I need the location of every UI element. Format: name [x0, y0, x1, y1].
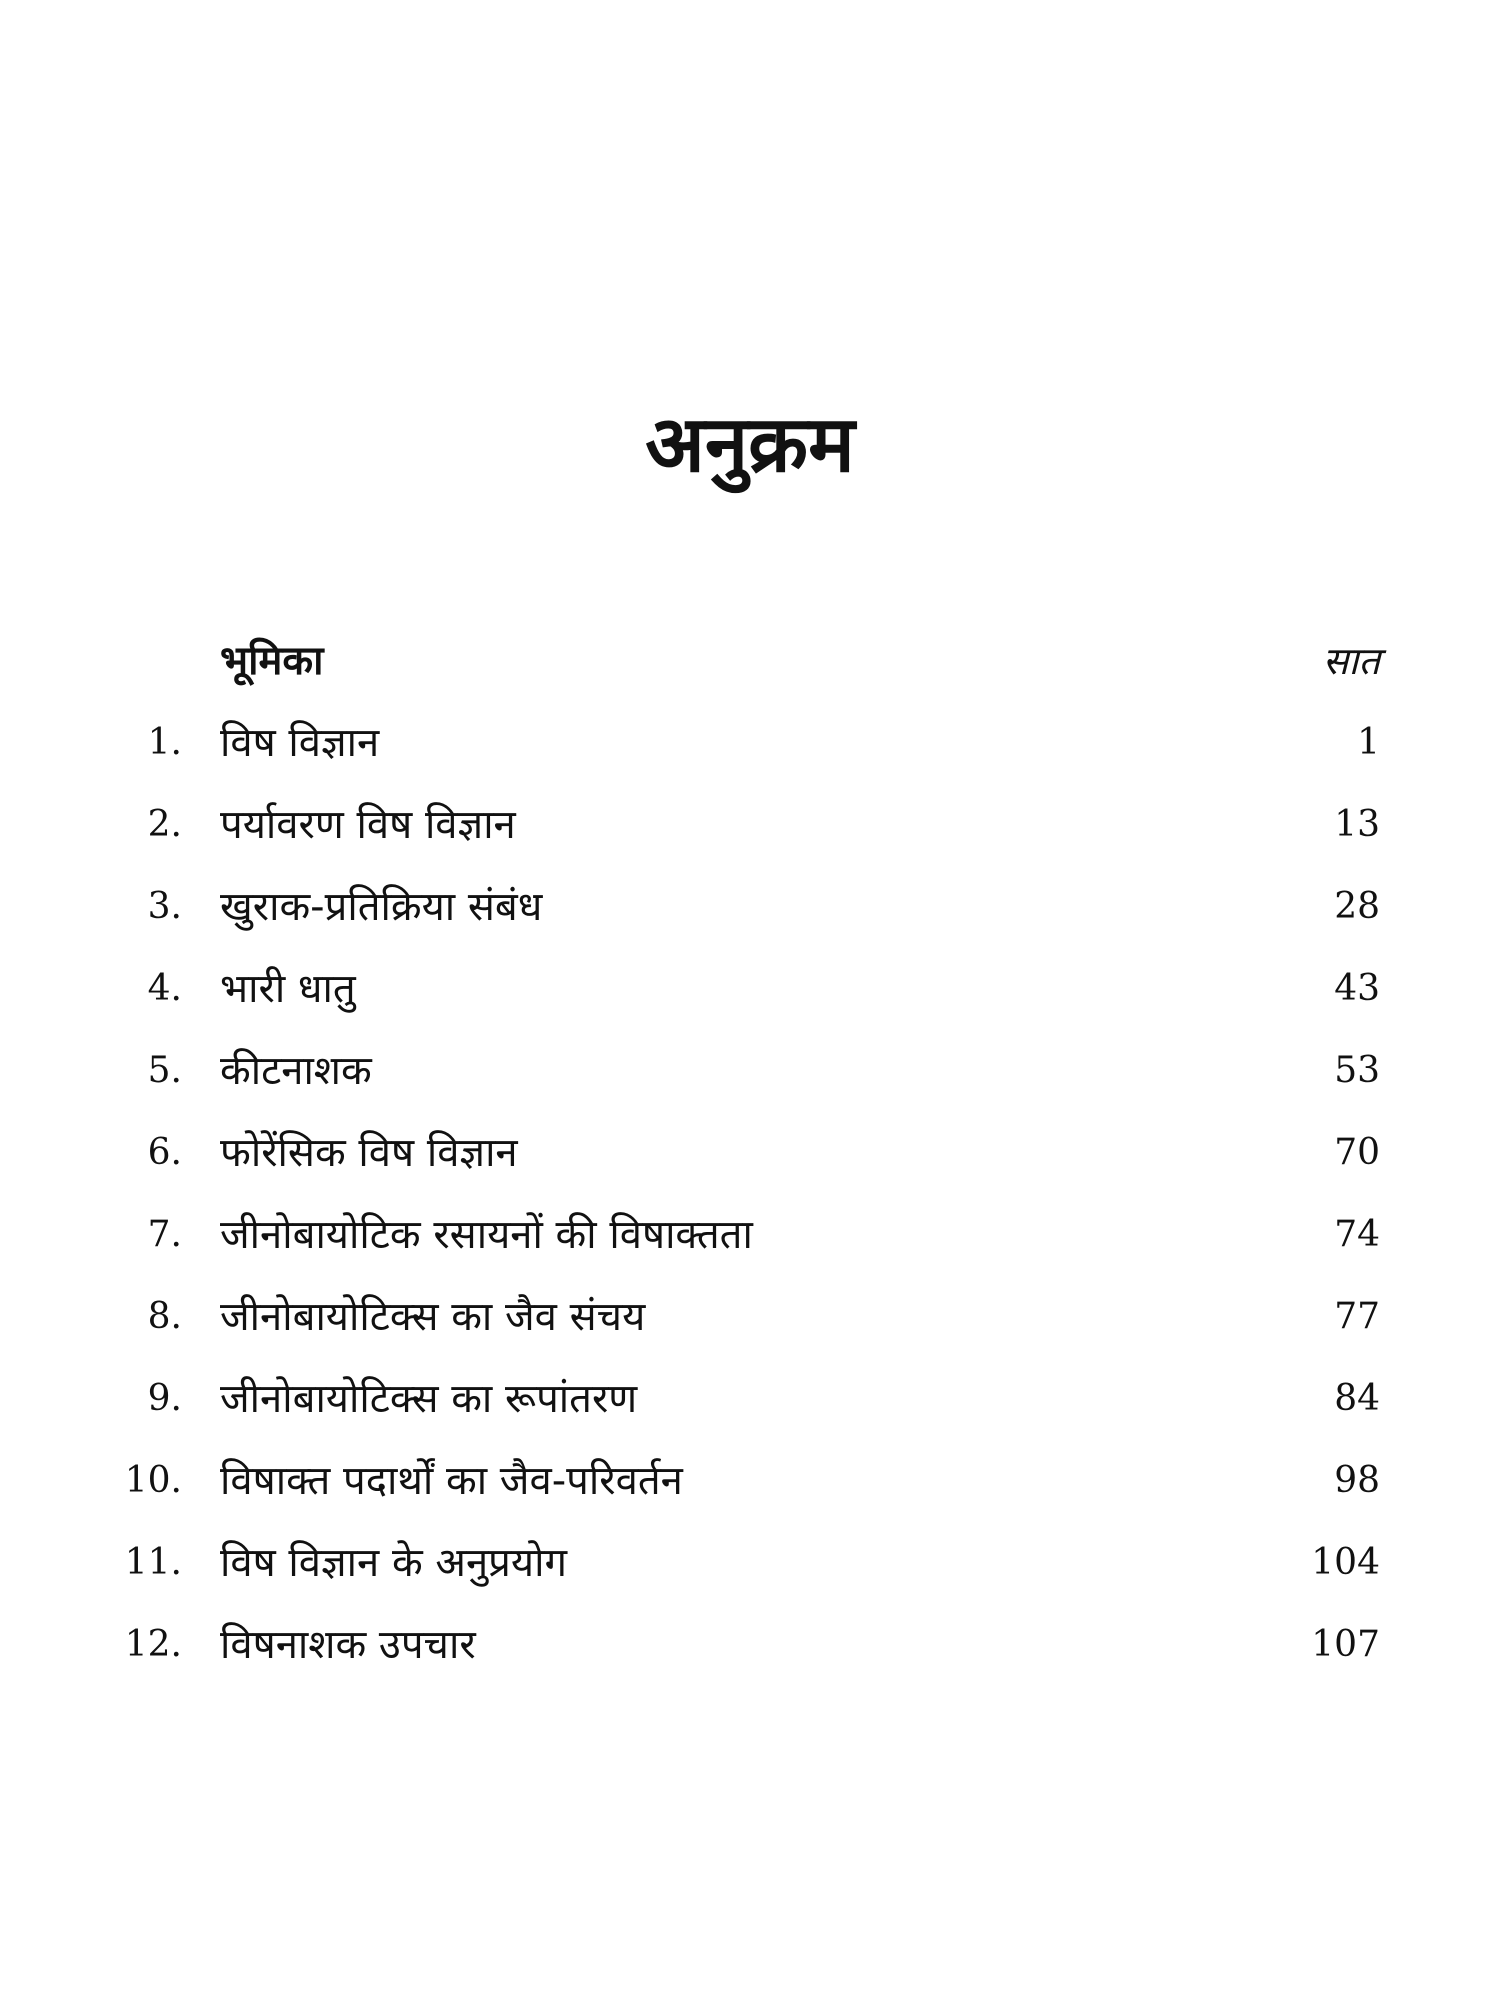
toc-entry-page: 43: [1334, 968, 1380, 1009]
toc-entry-page: 77: [1334, 1296, 1380, 1337]
toc-entry-title: भूमिका: [220, 638, 324, 684]
toc-entry-number: 11.: [124, 1542, 182, 1583]
toc-entry-title: भारी धातु: [220, 966, 356, 1012]
toc-entry-page: 53: [1334, 1050, 1380, 1091]
toc-entry-title: फोरेंसिक विष विज्ञान: [220, 1130, 518, 1176]
toc-entry-page: 104: [1311, 1542, 1380, 1583]
toc-entry-number: 8.: [147, 1296, 182, 1337]
toc-entry-title: विष विज्ञान के अनुप्रयोग: [220, 1540, 567, 1586]
table-of-contents: [0, 620, 1500, 1686]
toc-entry-title: विषाक्त पदार्थों का जैव-परिवर्तन: [220, 1458, 683, 1504]
toc-row[interactable]: [0, 948, 1500, 1030]
toc-entry-page: 107: [1311, 1624, 1380, 1665]
toc-entry-number: 5.: [147, 1050, 182, 1091]
toc-entry-page: सात: [1322, 639, 1380, 683]
toc-entry-page: 74: [1334, 1214, 1380, 1255]
toc-entry-title: विषनाशक उपचार: [220, 1622, 476, 1668]
toc-entry-title: जीनोबायोटिक रसायनों की विषाक्तता: [220, 1212, 753, 1258]
toc-entry-number: 10.: [124, 1460, 182, 1501]
toc-entry-title: कीटनाशक: [220, 1048, 372, 1094]
toc-row[interactable]: [0, 866, 1500, 948]
toc-row[interactable]: [0, 1112, 1500, 1194]
toc-entry-number: 9.: [147, 1378, 182, 1419]
toc-entry-number: 4.: [147, 968, 182, 1009]
toc-row[interactable]: [0, 1358, 1500, 1440]
toc-entry-number: 2.: [147, 804, 182, 845]
page-title: अनुक्रम: [645, 400, 855, 490]
toc-entry-number: 3.: [147, 886, 182, 927]
toc-entry-page: 28: [1334, 886, 1380, 927]
toc-row[interactable]: [0, 1276, 1500, 1358]
toc-entry-page: 1: [1357, 722, 1380, 763]
toc-entry-title: पर्यावरण विष विज्ञान: [220, 802, 516, 848]
toc-entry-title: खुराक-प्रतिक्रिया संबंध: [220, 884, 543, 930]
toc-row[interactable]: [0, 1440, 1500, 1522]
toc-row[interactable]: [0, 1030, 1500, 1112]
toc-entry-title: जीनोबायोटिक्स का रूपांतरण: [220, 1376, 638, 1422]
toc-row-intro[interactable]: [0, 620, 1500, 702]
toc-entry-number: 12.: [124, 1624, 182, 1665]
toc-row[interactable]: [0, 1194, 1500, 1276]
toc-entry-page: 13: [1334, 804, 1380, 845]
toc-row[interactable]: [0, 1522, 1500, 1604]
toc-entry-page: 84: [1334, 1378, 1380, 1419]
toc-entry-number: 7.: [147, 1214, 182, 1255]
toc-row[interactable]: [0, 1604, 1500, 1686]
toc-entry-title: जीनोबायोटिक्स का जैव संचय: [220, 1294, 646, 1340]
toc-entry-number: 6.: [147, 1132, 182, 1173]
toc-entry-number: 1.: [147, 722, 182, 763]
toc-entry-page: 70: [1334, 1132, 1380, 1173]
toc-entry-page: 98: [1334, 1460, 1380, 1501]
toc-row[interactable]: [0, 784, 1500, 866]
toc-entry-title: विष विज्ञान: [220, 720, 380, 766]
toc-row[interactable]: [0, 702, 1500, 784]
